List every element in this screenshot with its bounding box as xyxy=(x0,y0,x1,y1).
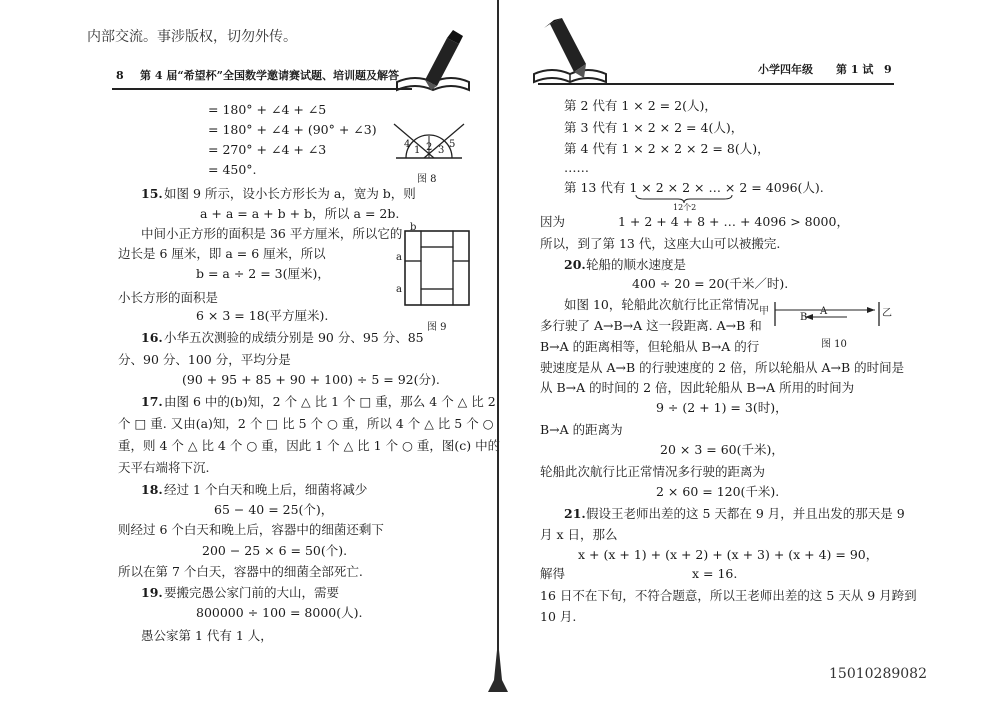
q15-line-d: 边长是 6 厘米，即 a = 6 厘米，所以 xyxy=(118,246,326,261)
left-header-page-number: 8 xyxy=(116,69,124,82)
q17-line-c: 重，则 4 个 △ 比 4 个 ○ 重，因此 1 个 △ 比 1 个 ○ 重，图(c) 中的 xyxy=(118,438,501,453)
fig8-angle-3: 3 xyxy=(438,145,445,156)
q20-line-a: 轮船的顺水速度是 xyxy=(586,257,687,272)
because-word: 因为 xyxy=(540,214,566,229)
q16-line-c: (90 + 95 + 85 + 90 + 100) ÷ 5 = 92(分). xyxy=(182,372,440,387)
right-page xyxy=(502,0,1000,707)
fig9-caption: 图 9 xyxy=(427,322,447,333)
fig8-angle-5: 5 xyxy=(449,139,456,150)
fig10-label-a: A xyxy=(820,306,828,317)
fig8-caption: 图 8 xyxy=(417,174,437,185)
q18-line-c: 则经过 6 个白天和晚上后，容器中的细菌还剩下 xyxy=(118,522,384,537)
pen-book-icon xyxy=(532,18,612,88)
watermark-text: 内部交流。事涉版权，切勿外传。 xyxy=(87,29,297,45)
because-expression: 1 + 2 + 4 + 8 + … + 4096 > 8000， xyxy=(618,214,849,229)
fig10-label-jia: 甲 xyxy=(759,306,769,317)
fig8-angle-4: 4 xyxy=(404,139,411,150)
q20-line-l: 2 × 60 = 120(千米). xyxy=(656,484,780,499)
right-header-page-number: 9 xyxy=(884,63,892,76)
q20-line-k: 轮船此次航行比正常情况多行驶的距离为 xyxy=(540,464,766,479)
left-header-rule xyxy=(112,88,412,90)
q19-number: 19. xyxy=(141,585,163,600)
q18-line-a: 经过 1 个白天和晚上后，细菌将减少 xyxy=(164,482,368,497)
q16-number: 16. xyxy=(141,330,163,345)
ellipsis-line: …… xyxy=(564,160,589,175)
fig9-label-a2: a xyxy=(396,284,402,295)
q18-line-e: 所以在第 7 个白天，容器中的细菌全部死亡. xyxy=(118,564,363,579)
q19-line-b: 800000 ÷ 100 = 8000(人). xyxy=(196,605,363,620)
q18-line-d: 200 − 25 × 6 = 50(个). xyxy=(202,543,348,558)
q18-number: 18. xyxy=(141,482,163,497)
q20-line-e: B→A 的距离相等，但轮船从 B→A 的行 xyxy=(540,339,760,354)
q16-line-a: 小华五次测验的成绩分别是 90 分、95 分、85 xyxy=(164,330,424,345)
q17-line-b: 个 □ 重. 又由(a)知，2 个 □ 比 5 个 ○ 重，所以 4 个 △ 比 5 个 ○ xyxy=(118,416,494,431)
fig9-label-a1: a xyxy=(396,252,402,263)
q17-line-d: 天平右端将下沉. xyxy=(118,460,210,475)
gen-4-line: 第 4 代有 1 × 2 × 2 × 2 = 8(人)， xyxy=(564,141,770,156)
eq-line-4: = 450°. xyxy=(208,162,257,177)
q19-line-c: 愚公家第 1 代有 1 人， xyxy=(141,628,273,643)
q20-number: 20. xyxy=(564,257,586,272)
eq-line-2: = 180° + ∠4 + (90° + ∠3) xyxy=(208,122,377,137)
q18-line-b: 65 − 40 = 25(个)， xyxy=(214,502,334,517)
q20-line-g: 从 B→A 的时间的 2 倍，因此轮船从 B→A 所用的时间为 xyxy=(540,380,855,395)
q19-line-a: 要搬完愚公家门前的大山，需要 xyxy=(164,585,340,600)
eq-line-3: = 270° + ∠4 + ∠3 xyxy=(208,142,327,157)
q16-line-b: 分、90 分、100 分，平均分是 xyxy=(118,352,291,367)
q20-line-f: 驶速度是从 A→B 的行驶速度的 2 倍，所以轮船从 A→B 的时间是 xyxy=(540,360,905,375)
q20-line-c: 如图 10，轮船此次航行比正常情况 xyxy=(564,297,759,312)
q21-line-a: 假设王老师出差的这 5 天都在 9 月，并且出发的那天是 9 xyxy=(586,506,905,521)
fig9-label-b: b xyxy=(410,222,417,233)
gen-3-line: 第 3 代有 1 × 2 × 2 = 4(人)， xyxy=(564,120,744,135)
right-header-test: 第 1 试 xyxy=(836,63,874,76)
phone-number: 15010289082 xyxy=(829,666,927,682)
q21-line-f: 10 月. xyxy=(540,609,577,624)
q20-line-b: 400 ÷ 20 = 20(千米／时). xyxy=(632,276,789,291)
q21-line-b: 月 x 日，那么 xyxy=(540,527,618,542)
q21-line-d-expr: x = 16. xyxy=(692,566,738,581)
q15-line-b: a + a = a + b + b，所以 a = 2b. xyxy=(200,206,400,221)
q20-line-d: 多行驶了 A→B→A 这一段距离. A→B 和 xyxy=(540,318,762,333)
gen-13-line: 第 13 代有 1 × 2 × 2 × … × 2 = 4096(人). xyxy=(564,180,824,195)
fig10-label-b: B xyxy=(800,312,808,323)
q21-line-d-word: 解得 xyxy=(540,566,566,581)
q15-line-e: b = a ÷ 2 = 3(厘米)， xyxy=(196,266,330,281)
q15-line-c: 中间小正方形的面积是 36 平方厘米，所以它的 xyxy=(141,226,403,241)
q21-line-e: 16 日不在下旬，不符合题意，所以王老师出差的这 5 天从 9 月跨到 xyxy=(540,588,917,603)
q21-line-c: x + (x + 1) + (x + 2) + (x + 3) + (x + 4) = 90， xyxy=(578,547,879,562)
fig10-caption: 图 10 xyxy=(821,339,847,350)
q15-line-a: 如图 9 所示，设小长方形长为 a，宽为 b，则 xyxy=(164,186,416,201)
q15-number: 15. xyxy=(141,186,163,201)
conclusion-line: 所以，到了第 13 代，这座大山可以被搬完. xyxy=(540,236,781,251)
q17-number: 17. xyxy=(141,394,163,409)
figure-9-diagram xyxy=(404,230,470,306)
q15-line-f: 小长方形的面积是 xyxy=(118,290,219,305)
right-header-grade: 小学四年级 xyxy=(758,63,813,76)
q20-line-i: B→A 的距离为 xyxy=(540,422,623,437)
q17-line-a: 由图 6 中的(b)知，2 个 △ 比 1 个 □ 重，那么 4 个 △ 比 2 xyxy=(164,394,496,409)
left-header-title: 第 4 届“希望杯”全国数学邀请赛试题、培训题及解答 xyxy=(140,69,399,82)
fig8-angle-2: 2 xyxy=(426,142,433,153)
q20-line-j: 20 × 3 = 60(千米)， xyxy=(660,442,784,457)
q21-number: 21. xyxy=(564,506,586,521)
q20-line-h: 9 ÷ (2 + 1) = 3(时)， xyxy=(656,400,788,415)
right-header-rule xyxy=(538,83,894,85)
gen-2-line: 第 2 代有 1 × 2 = 2(人)， xyxy=(564,98,717,113)
fig8-angle-1: 1 xyxy=(414,145,421,156)
eq-line-1: = 180° + ∠4 + ∠5 xyxy=(208,102,327,117)
fig10-label-yi: 乙 xyxy=(882,308,892,319)
underbrace-label: 12个2 xyxy=(673,203,697,212)
q15-line-g: 6 × 3 = 18(平方厘米). xyxy=(196,308,329,323)
